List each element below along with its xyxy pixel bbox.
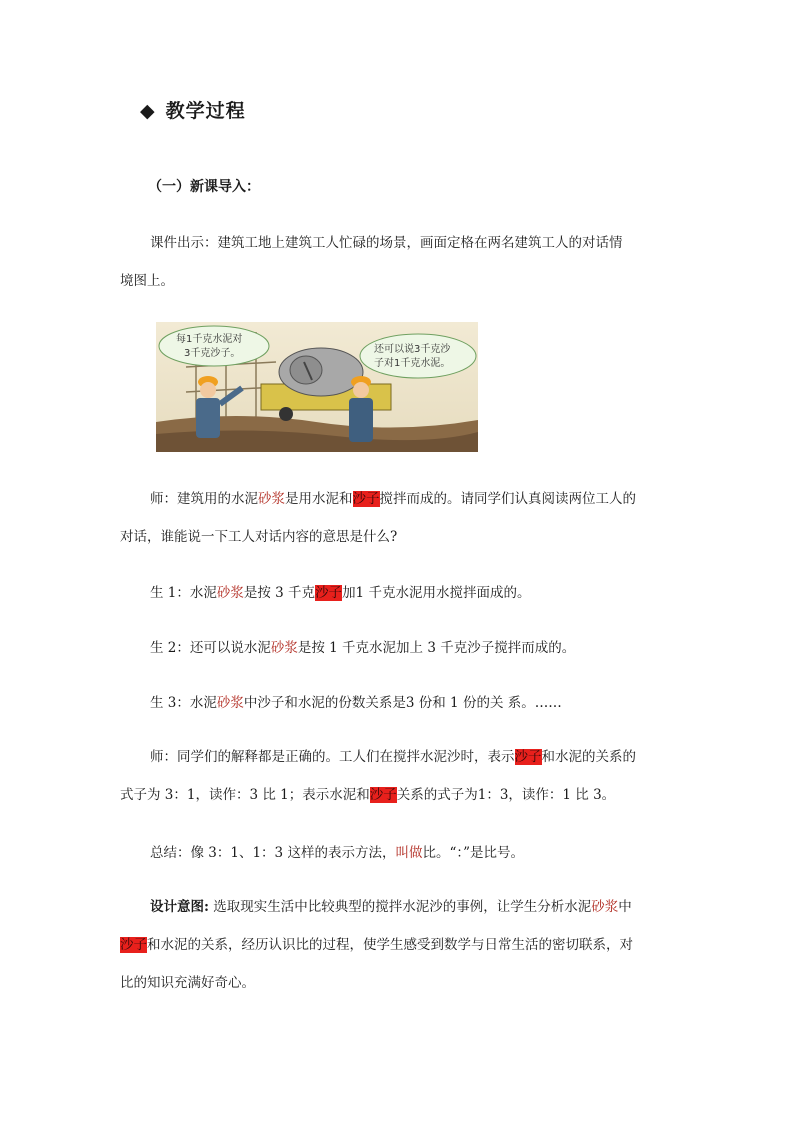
intro-paragraph [120,224,680,300]
highlight-text: 砂浆 [258,491,285,507]
text-run: 是用水泥和 [285,491,353,507]
highlight-mark: 沙子 [514,749,542,765]
text-run: 师：建筑用的水泥 [150,491,258,507]
text-run: 中沙子和水泥的份数关系是3 份和 1 份的关 系。…… [243,695,562,711]
student-answer-1 [120,574,680,612]
highlight-text: 砂浆 [216,585,244,601]
highlight-text: 砂浆 [270,640,298,656]
text-run: 选取现实生活中比较典型的搅拌水泥沙的事例，让学生分析水泥 [208,899,592,915]
construction-site-illustration [156,322,478,452]
teacher-question-line-1 [120,480,680,518]
bubble-right-text-1: 还可以说3千克沙 [374,344,451,355]
summary-paragraph [120,834,680,872]
diamond-bullet-icon: ◆ [140,100,156,122]
design-intent-line-1 [120,888,680,926]
bubble-left-text-2: 3千克沙子。 [184,348,241,359]
text-run: 是按 3 千克 [243,585,316,601]
section-heading [140,96,246,123]
bubble-left-text-1: 每1千克水泥对 [176,334,243,345]
text-run: 生 3：水泥 [150,695,217,711]
text-run: 生 2：还可以说水泥 [150,640,271,656]
text-run: 师：同学们的解释都是正确的。工人们在搅拌水泥沙时，表示 [150,749,515,765]
design-intent-paragraph [120,888,680,1002]
text-run: 比。“：”是比号。 [422,845,525,861]
text-run: 加1 千克水泥用水搅拌面成的。 [342,585,531,601]
student-answer-3 [120,684,680,722]
intro-line-2: 境图上。 [120,273,174,289]
text-run: 式子为 3：1，读作：3 比 1；表示水泥和 [120,787,370,803]
design-intent-label: 设计意图: [150,899,209,915]
speech-bubble-right [360,334,476,378]
teacher-explanation-line-2 [120,776,680,814]
text-run: 和水泥的关系，经历认识比的过程，使学生感受到数学与日常生活的密切联系，对 [147,937,633,953]
design-intent-line-3: 比的知识充满好奇心。 [120,975,255,991]
section-title-text: 教学过程 [165,100,246,122]
student-answer-2 [120,629,680,667]
intro-line-1: 课件出示：建筑工地上建筑工人忙碌的场景，画面定格在两名建筑工人的对话情 [150,235,623,251]
speech-bubble-left [159,326,269,366]
text-run: 总结：像 3：1、1：3 这样的表示方法， [150,845,396,861]
teacher-explanation-line-1 [120,738,680,776]
highlight-text: 砂浆 [216,695,244,711]
text-run: 搅拌而成的。请同学们认真阅读两位工人的 [379,491,636,507]
teacher-question-line-2: 对话，谁能说一下工人对话内容的意思是什么? [120,529,398,545]
highlight-mark: 沙子 [120,937,147,953]
text-run: 是按 1 千克水泥加上 3 千克沙子搅拌而成的。 [297,640,576,656]
teacher-explanation-paragraph [120,738,680,814]
subsection-heading: （一）新课导入： [148,179,260,195]
teacher-question-paragraph [120,480,680,556]
design-intent-line-2 [120,926,680,964]
highlight-mark: 沙子 [352,491,380,507]
bubble-right-text-2: 子对1千克水泥。 [374,358,451,369]
highlight-text: 叫做 [395,845,423,861]
text-run: 生 1：水泥 [150,585,217,601]
highlight-text: 砂浆 [591,899,619,915]
highlight-mark: 沙子 [369,787,397,803]
text-run: 中 [618,899,632,915]
text-run: 和水泥的关系的 [541,749,636,765]
highlight-mark: 沙子 [315,585,343,601]
text-run: 关系的式子为1：3，读作：1 比 3。 [396,787,616,803]
